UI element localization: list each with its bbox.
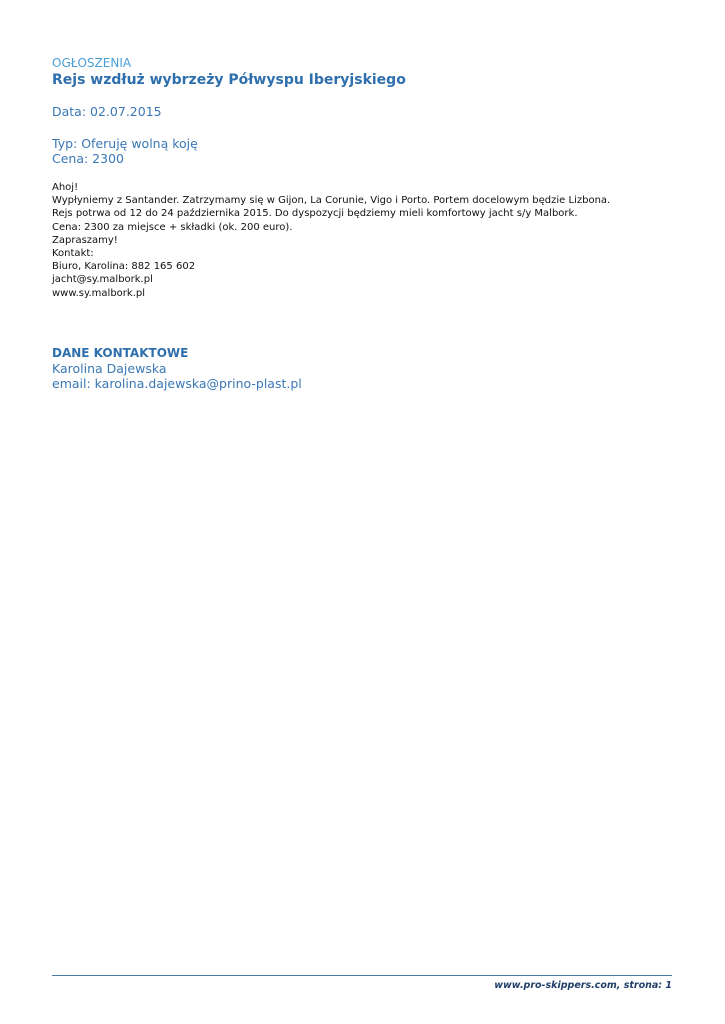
- contact-email: email: karolina.dajewska@prino-plast.pl: [52, 376, 302, 391]
- offer-meta: [52, 136, 198, 166]
- body-line: Zapraszamy!: [52, 234, 118, 246]
- body-line: Cena: 2300 za miejsce + składki (ok. 200 euro).: [52, 221, 293, 233]
- body-line: Kontakt:: [52, 248, 94, 260]
- contact-name: Karolina Dajewska: [52, 361, 167, 376]
- footer-page-info: www.pro-skippers.com, strona: 1: [494, 980, 672, 991]
- body-line: Biuro, Karolina: 882 165 602: [52, 261, 196, 273]
- body-line: Ahoj!: [52, 182, 79, 193]
- page-title: Rejs wzdłuż wybrzeży Półwyspu Iberyjskiego: [52, 72, 406, 88]
- date-line: Data: 02.07.2015: [52, 104, 162, 119]
- body-line: jacht@sy.malbork.pl: [52, 274, 153, 286]
- contact-details: [52, 361, 302, 391]
- body-line: Rejs potrwa od 12 do 24 października 2015. Do dyspozycji będziemy mieli komfortowy jacht s/y Malbork.: [52, 208, 578, 220]
- body-line: Wypłyniemy z Santander. Zatrzymamy się w Gijon, La Corunie, Vigo i Porto. Portem docelowym będzie Lizbona.: [52, 195, 611, 207]
- category-label: OGŁOSZENIA: [52, 56, 132, 70]
- contact-heading: DANE KONTAKTOWE: [52, 346, 189, 360]
- body-line: www.sy.malbork.pl: [52, 287, 145, 299]
- announcement-body: [52, 181, 610, 300]
- offer-price: Cena: 2300: [52, 151, 124, 166]
- footer-divider: [52, 975, 672, 976]
- offer-type: Typ: Oferuję wolną koję: [52, 136, 198, 151]
